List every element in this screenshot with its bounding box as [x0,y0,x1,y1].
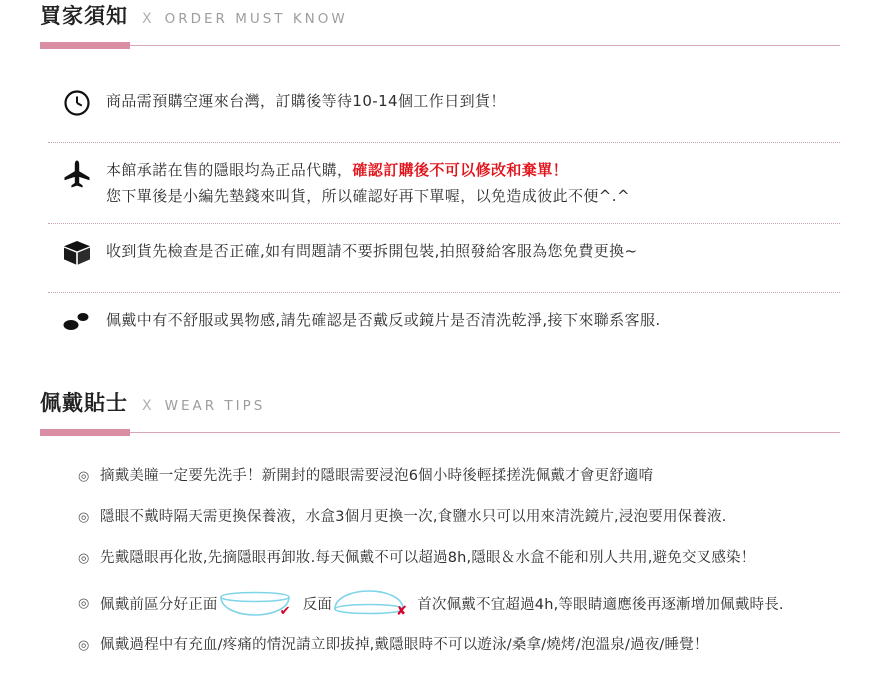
contact-lens-icon [48,307,106,333]
correct-mark: ✔ [279,603,291,619]
section-title-separator: X [142,398,153,414]
tip-text-before: 佩戴前區分好正面 [100,596,218,613]
notice-list [0,74,880,361]
notice-line: 佩戴中有不舒服或異物感,請先確認是否戴反或鏡片是否清洗乾淨,接下來聯系客服. [106,311,661,329]
tip-text: 佩戴過程中有充血/疼痛的情況請立即拔掉,戴隱眼時不可以遊泳/桑拿/燒烤/泡溫泉/過夜/睡覺！ [100,637,709,653]
tip-text-after: 首次佩戴不宜超過4h,等眼睛適應後再逐漸增加佩戴時長. [417,596,784,613]
section-title-separator: X [142,11,153,27]
section-divider [40,45,840,46]
list-item [78,634,840,656]
box-icon [48,238,106,266]
incorrect-mark: ✘ [396,603,408,619]
bullet-icon: ◎ [78,509,90,525]
section-header-row [40,387,880,431]
notice-row [48,74,840,143]
lens-reversed-icon [332,588,406,618]
notice-text [106,307,840,333]
notice-row [48,143,840,224]
list-item [78,547,840,569]
section-title-cn: 買家須知 [40,4,128,28]
bottom-spacer [0,675,880,695]
notice-row [48,293,840,361]
tip-text: 隱眼不戴時隔天需更換保養液，水盒3個月更換一次,食鹽水只可以用來清洗鏡片,浸泡要用保養液. [100,509,727,525]
tip-text [100,588,784,618]
section-header-row [40,0,880,44]
tip-text: 摘戴美瞳一定要先洗手！新開封的隱眼需要浸泡6個小時後輕揉搓洗佩戴才會更舒適唷 [100,468,654,484]
list-item [78,588,840,618]
bullet-icon: ◎ [78,637,90,653]
airplane-icon [48,157,106,189]
notice-line-normal: 本館承諾在售的隱眼均為正品代購， [106,161,353,179]
bullet-icon: ◎ [78,468,90,484]
section-header-wear-tips [0,387,880,439]
tip-text-middle: 反面 [302,596,333,613]
section-title-en: WEAR TIPS [164,398,266,414]
bullet-icon: ◎ [78,550,90,566]
notice-line: 商品需預購空運來台灣，訂購後等待10-14個工作日到貨！ [106,92,506,110]
tips-list [0,465,880,656]
list-item [78,465,840,487]
notice-text [106,238,840,264]
notice-text [106,88,840,114]
clock-icon [48,88,106,116]
section-title-en: ORDER MUST KNOW [164,11,348,27]
notice-line: 收到貨先檢查是否正確,如有問題請不要拆開包裝,拍照發給客服為您免費更換~ [106,242,638,260]
notice-line-warning: 確認訂購後不可以修改和棄單！ [352,161,569,179]
list-item [78,506,840,528]
bullet-icon: ◎ [78,595,90,611]
notice-line [106,157,840,183]
section-divider [40,432,840,433]
notice-line: 您下單後是小編先墊錢來叫貨，所以確認好再下單喔，以免造成彼此不便^.^ [106,187,630,205]
section-title-cn: 佩戴貼士 [40,391,128,415]
tip-text: 先戴隱眼再化妝,先摘隱眼再卸妝.每天佩戴不可以超過8h,隱眼＆水盒不能和別人共用,避免交叉感染！ [100,550,756,566]
notice-row [48,224,840,293]
section-header-order-must-know [0,0,880,52]
notice-text [106,157,840,209]
